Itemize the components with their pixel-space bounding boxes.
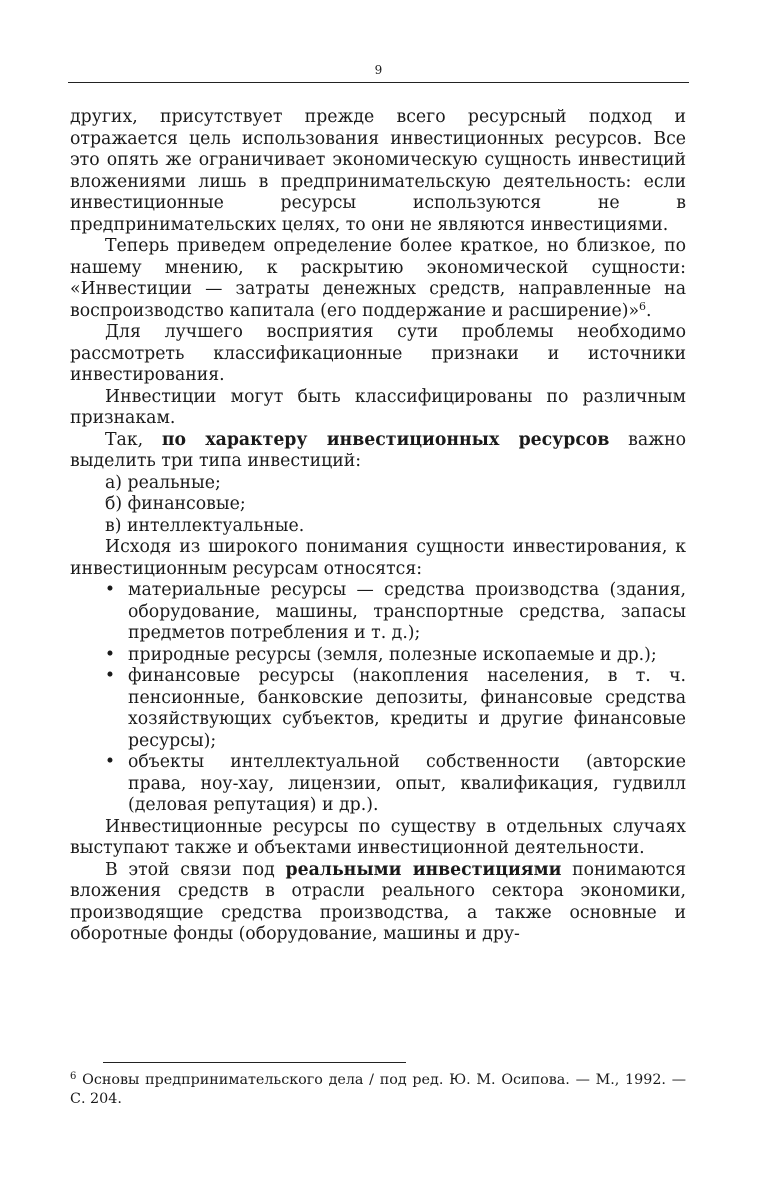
bullet-icon: • bbox=[104, 666, 116, 686]
definition-text: Теперь приведем определение более краткое, но близкое, по нашему мнению, к раскрытию экономической сущности: «Инвестиции — затраты денежных средств, направленные на воспроизводство капитала (его поддержание и расширение)» bbox=[70, 236, 686, 321]
footnote-text: Основы предпринимательского дела / под ред. Ю. М. Осипова. — М., 1992. — С. 204. bbox=[70, 1072, 686, 1107]
bullet-icon: • bbox=[104, 580, 116, 600]
text-span: В этой связи под bbox=[105, 859, 286, 880]
header-rule bbox=[68, 82, 689, 83]
list-item bbox=[70, 752, 686, 817]
bullet-icon: • bbox=[104, 644, 116, 665]
list-item-text: объекты интеллектуальной собственности (авторские права, ноу-хау, лицензии, опыт, квалификация, гудвилл (деловая репутация) и др.). bbox=[128, 752, 686, 815]
bold-term-resource-character: по характеру инвестиционных ресурсов bbox=[161, 429, 610, 450]
footnote-rule bbox=[103, 1062, 406, 1063]
investment-resources-list bbox=[70, 580, 686, 817]
list-item-text: природные ресурсы (земля, полезные ископаемые и др.); bbox=[128, 644, 657, 665]
footnote-mark: 6 bbox=[70, 1071, 77, 1082]
list-item: в) интеллектуальные. bbox=[105, 515, 305, 536]
list-item bbox=[70, 580, 686, 645]
paragraph-classification-criteria: Инвестиции могут быть классифицированы по различным признакам. bbox=[70, 386, 686, 428]
list-item: а) реальные; bbox=[105, 472, 221, 493]
main-text bbox=[70, 107, 686, 946]
page-number: 9 bbox=[374, 63, 383, 77]
list-item-text: материальные ресурсы — средства производства (здания, оборудование, машины, транспортные средства, запасы предметов потребления и т. д.); bbox=[128, 580, 686, 643]
paragraph-definition bbox=[70, 236, 686, 322]
text-span: Так, bbox=[105, 429, 162, 450]
text-span: важно выделить три типа инвестиций: bbox=[70, 429, 686, 471]
text-span: понимаются вложения средств в отрасли реального сектора экономики, производящие средства производства, а также основные и оборотные фонды (оборудование, машины и дру- bbox=[70, 859, 686, 944]
footnote bbox=[70, 1071, 686, 1109]
footnote-reference: 6 bbox=[639, 299, 647, 313]
list-item bbox=[70, 645, 686, 667]
paragraph-resources-as-objects: Инвестиционные ресурсы по существу в отдельных случаях выступают также и объектами инвестиционной деятельности. bbox=[70, 816, 686, 858]
list-item-text: финансовые ресурсы (накопления населения, в т. ч. пенсионные, банковские депозиты, финансовые средства хозяйствующих субъектов, кредиты и другие финансовые ресурсы); bbox=[128, 666, 686, 751]
bold-term-real-investments: реальными инвестициями bbox=[285, 859, 562, 880]
paragraph-resource-character bbox=[70, 430, 686, 473]
paragraph-classification-intro: Для лучшего восприятия сути проблемы необходимо рассмотреть классификационные признаки и источники инвестирования. bbox=[70, 322, 686, 385]
list-item: б) финансовые; bbox=[105, 494, 246, 514]
list-item bbox=[70, 666, 686, 752]
bullet-icon: • bbox=[104, 752, 116, 772]
investment-types-list bbox=[70, 473, 686, 538]
paragraph-resources-intro: Исходя из широкого понимания сущности инвестирования, к инвестиционным ресурсам относятся: bbox=[70, 537, 686, 579]
definition-end: . bbox=[646, 300, 652, 321]
paragraph-continuation: других, присутствует прежде всего ресурсный подход и отражается цель использования инвестиционных ресурсов. Все это опять же ограничивает экономическую сущность инвестиций вложениями лишь в предпринимательскую деятельность: если инвестиционные ресурсы используются не в предпринимательских целях, то они не являются инвестициями. bbox=[70, 107, 686, 235]
paragraph-real-investments bbox=[70, 860, 686, 946]
